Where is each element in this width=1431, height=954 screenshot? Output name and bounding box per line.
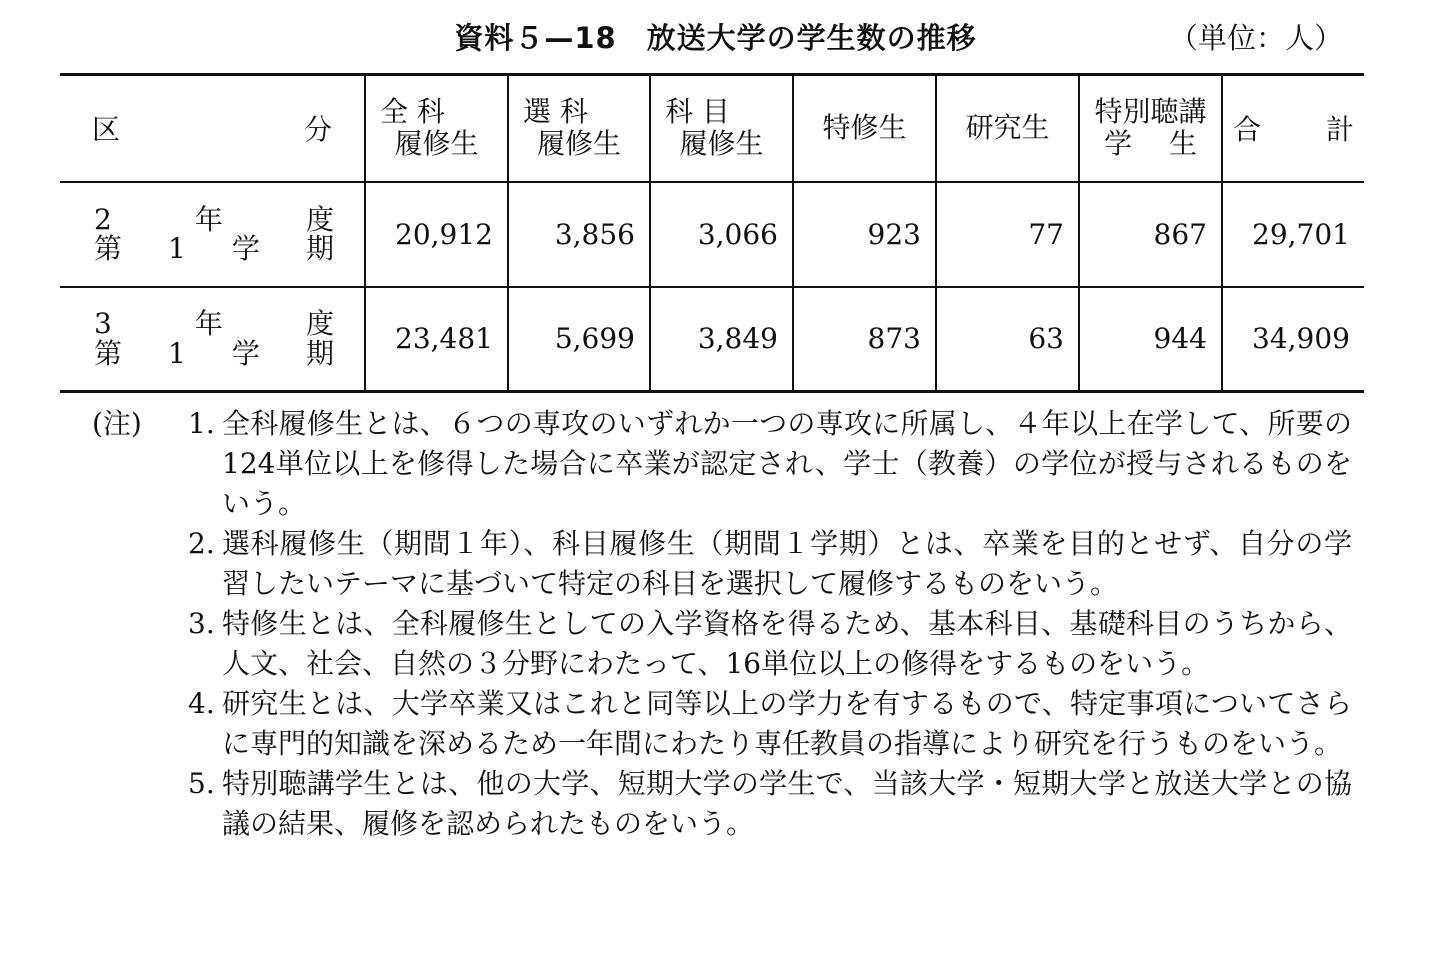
note-item [92, 684, 1352, 764]
note-number: 3. [188, 607, 215, 640]
row-label [60, 182, 365, 287]
note-text: 特修生とは、全科履修生としての入学資格を得るため、基本科目、基礎科目のうちから、人文、社会、自然の３分野にわたって、16単位以上の修得をするものをいう。 [222, 607, 1352, 680]
note-item [92, 524, 1352, 604]
cell-value: 873 [793, 287, 936, 392]
table-row [60, 287, 1364, 392]
header-category-part: 分 [303, 113, 332, 147]
cell-value: 77 [936, 182, 1079, 287]
cell-value: 3,849 [650, 287, 793, 392]
header-kenkyu [936, 75, 1079, 182]
header-line: 学 生 [1104, 127, 1197, 161]
label-char: 度 [305, 307, 334, 341]
cell-value: 944 [1079, 287, 1222, 392]
label-char: 2 [94, 202, 112, 236]
student-count-table [60, 73, 1364, 393]
cell-total: 29,701 [1222, 182, 1364, 287]
cell-total: 34,909 [1222, 287, 1364, 392]
header-line: 特修生 [822, 111, 907, 145]
label-char: 期 [305, 232, 334, 265]
cell-value: 23,481 [365, 287, 508, 392]
header-zenka [365, 75, 508, 182]
note-text: 特別聴講学生とは、他の大学、短期大学の学生で、当該大学・短期大学と放送大学との協議の結果、履修を認められたものをいう。 [222, 767, 1352, 840]
table-header-row [60, 75, 1364, 182]
label-char: 学 [231, 336, 260, 370]
header-line: 履修生 [536, 127, 621, 161]
label-char: 1 [168, 232, 186, 265]
document-title: 資料５—18 放送大学の学生数の推移 [454, 21, 977, 55]
label-char: 年 [194, 202, 223, 236]
label-char: 3 [94, 307, 112, 341]
header-total-part: 合 [1233, 113, 1262, 147]
note-item [92, 764, 1352, 844]
row-label [60, 287, 365, 392]
note-number: 1. [188, 407, 215, 440]
header-line: 科 目 [665, 95, 730, 129]
notes-prefix: (注) [92, 407, 142, 440]
header-category-part: 区 [92, 113, 121, 147]
header-total-part: 計 [1325, 113, 1354, 147]
header-total [1222, 75, 1364, 182]
table-row [60, 182, 1364, 287]
header-line: 選 科 [523, 95, 588, 129]
header-category [60, 75, 365, 182]
note-text: 全科履修生とは、６つの専攻のいずれか一つの専攻に所属し、４年以上在学して、所要の124単位以上を修得した場合に卒業が認定され、学士（教養）の学位が授与されるものをいう。 [222, 407, 1352, 520]
label-char: 学 [231, 232, 260, 265]
header-tokubetsu [1079, 75, 1222, 182]
label-char: 期 [305, 336, 334, 370]
label-char: 度 [305, 202, 334, 236]
note-text: 研究生とは、大学卒業又はこれと同等以上の学力を有するもので、特定事項についてさらに専門的知識を深めるため一年間にわたり専任教員の指導により研究を行うものをいう。 [222, 687, 1352, 760]
note-number: 2. [188, 527, 215, 560]
label-char: 第 [94, 336, 123, 370]
note-number: 5. [188, 767, 215, 800]
note-text: 選科履修生（期間１年）、科目履修生（期間１学期）とは、卒業を目的とせず、自分の学習したいテーマに基づいて特定の科目を選択して履修するものをいう。 [222, 527, 1352, 600]
header-tokushu [793, 75, 936, 182]
cell-value: 63 [936, 287, 1079, 392]
unit-label: （単位：人） [1168, 21, 1343, 55]
header-line: 特別聴講 [1094, 95, 1207, 129]
notes-section [92, 404, 1352, 844]
label-char: 第 [94, 232, 123, 265]
cell-value: 867 [1079, 182, 1222, 287]
cell-value: 5,699 [508, 287, 650, 392]
header-kamoku [650, 75, 793, 182]
note-number: 4. [188, 687, 215, 720]
cell-value: 923 [793, 182, 936, 287]
header-senka [508, 75, 650, 182]
label-char: 1 [168, 336, 186, 370]
cell-value: 20,912 [365, 182, 508, 287]
note-item [92, 404, 1352, 524]
header-line: 全 科 [380, 95, 445, 129]
label-char: 年 [194, 307, 223, 341]
note-item [92, 604, 1352, 684]
cell-value: 3,856 [508, 182, 650, 287]
cell-value: 3,066 [650, 182, 793, 287]
header-line: 履修生 [679, 127, 764, 161]
header-line: 研究生 [965, 111, 1050, 145]
header-line: 履修生 [394, 127, 479, 161]
